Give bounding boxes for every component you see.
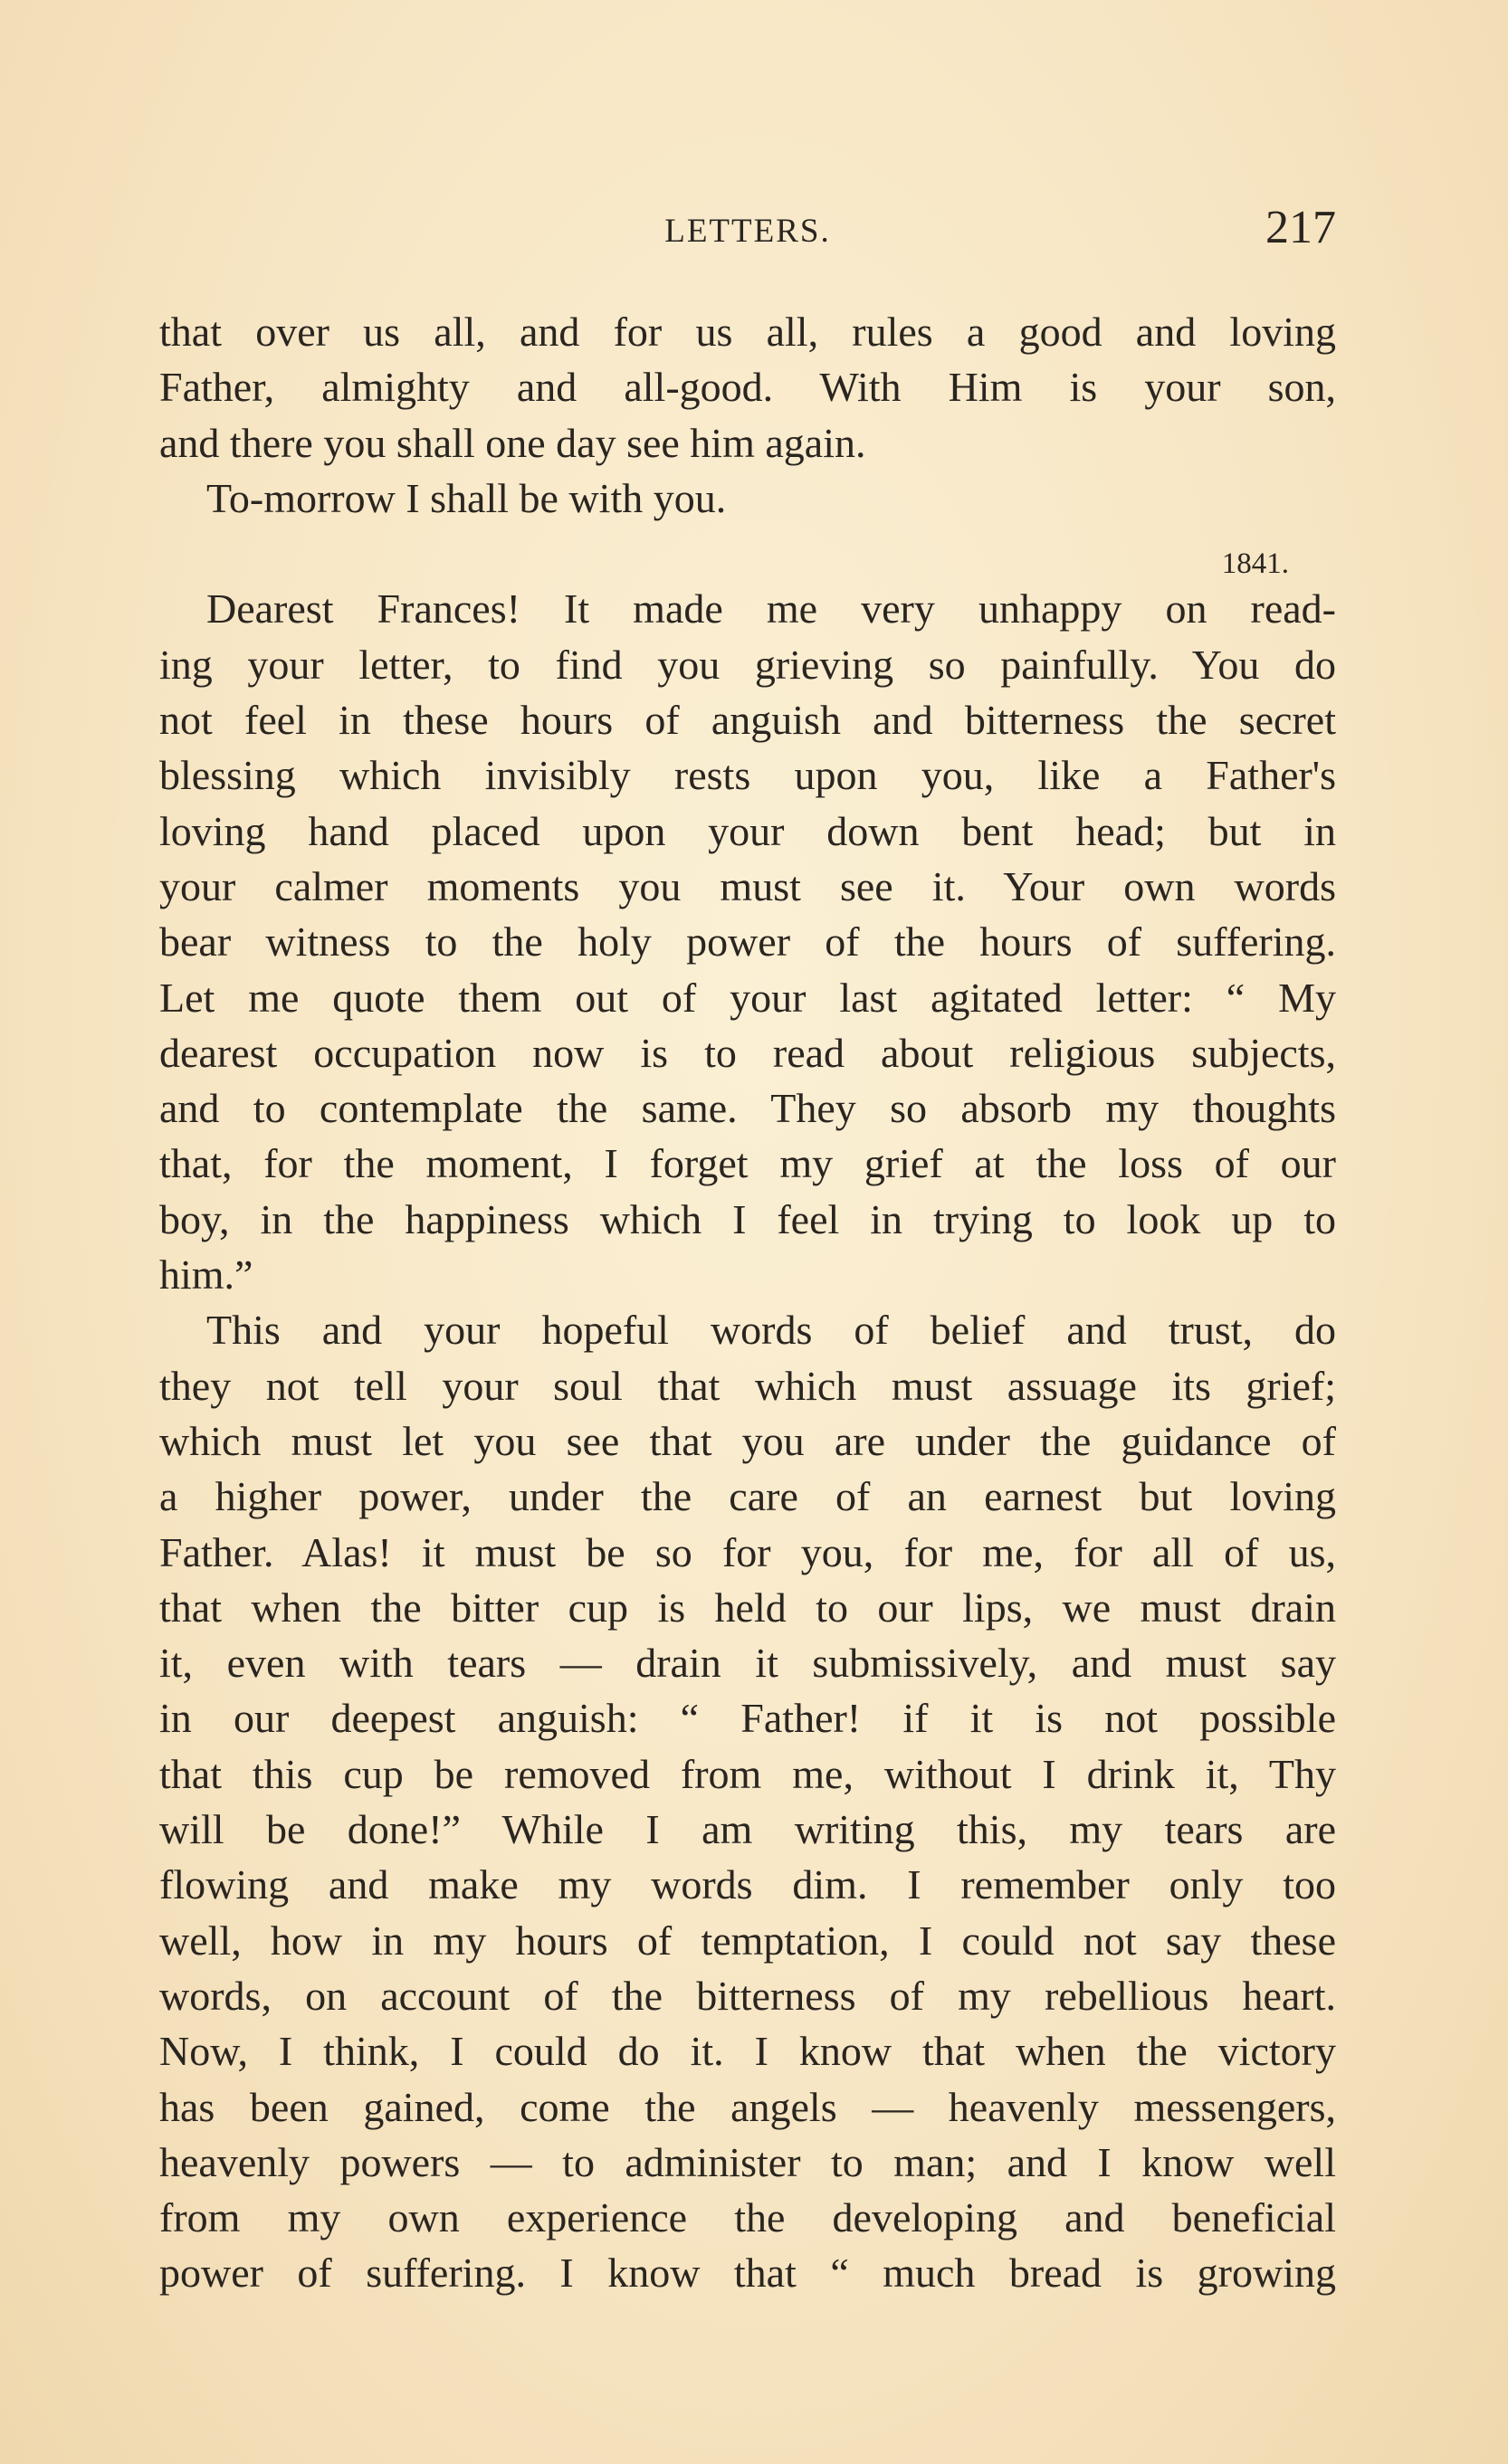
letter-date-text: 1841. (1221, 547, 1289, 581)
text-line: Let me quote them out of your last agitated letter: “ My (159, 974, 1336, 1021)
text-line: To-morrow I shall be with you. (206, 474, 727, 521)
text-line: that this cup be removed from me, without I drink it, Thy (159, 1750, 1336, 1797)
text-line: it, even with tears — drain it submissively, and must say (159, 1640, 1336, 1687)
text-line: they not tell your soul that which must assuage its grief; (159, 1362, 1336, 1409)
text-line: power of suffering. I know that “ much bread is growing (159, 2250, 1336, 2297)
text-line: has been gained, come the angels — heavenly messengers, (159, 2083, 1336, 2130)
text-line: heavenly powers — to administer to man; and I know well (159, 2138, 1336, 2185)
text-line: flowing and make my words dim. I remember only too (159, 1861, 1336, 1908)
text-line: Father, almighty and all-good. With Him is your son, (159, 364, 1336, 411)
text-line: Father. Alas! it must be so for you, for me, for all of us, (159, 1528, 1336, 1575)
text-line: a higher power, under the care of an earnest but loving (159, 1473, 1336, 1520)
text-line: well, how in my hours of temptation, I could not say these (159, 1917, 1336, 1964)
running-title: LETTERS. (664, 213, 831, 250)
text-line: boy, in the happiness which I feel in trying to look up to (159, 1195, 1336, 1242)
page-number: 217 (1265, 202, 1336, 253)
text-line: Dearest Frances! It made me very unhappy on read- (206, 585, 1336, 633)
letter-date (159, 526, 1336, 581)
text-line: in our deepest anguish: “ Father! if it is not possible (159, 1695, 1336, 1742)
text-line: blessing which invisibly rests upon you, like a Father's (159, 752, 1336, 799)
text-line: This and your hopeful words of belief and trust, do (206, 1307, 1336, 1354)
text-line: him.” (159, 1251, 253, 1299)
text-line: that, for the moment, I forget my grief at the loss of our (159, 1140, 1336, 1187)
text-line: ing your letter, to find you grieving so painfully. You do (159, 641, 1336, 688)
text-line: from my own experience the developing and beneficial (159, 2194, 1336, 2241)
text-line: which must let you see that you are under the guidance of (159, 1417, 1336, 1464)
text-line: that over us all, and for us all, rules a good and loving (159, 309, 1336, 355)
text-line: dearest occupation now is to read about religious subjects, (159, 1029, 1336, 1076)
text-line: words, on account of the bitterness of my rebellious heart. (159, 1972, 1336, 2019)
text-line: loving hand placed upon your down bent head; but in (159, 807, 1336, 854)
text-line: and there you shall one day see him again. (159, 419, 866, 466)
page-header (159, 201, 1336, 264)
body-text (159, 304, 1336, 2301)
text-line: that when the bitter cup is held to our lips, we must drain (159, 1584, 1336, 1631)
text-line: bear witness to the holy power of the hours of suffering. (159, 918, 1336, 966)
text-line: your calmer moments you must see it. Your own words (159, 862, 1336, 909)
text-line: not feel in these hours of anguish and bitterness the secret (159, 697, 1336, 744)
text-line: will be done!” While I am writing this, my tears are (159, 1806, 1336, 1853)
text-line: and to contemplate the same. They so absorb my thoughts (159, 1085, 1336, 1132)
text-line: Now, I think, I could do it. I know that when the victory (159, 2028, 1336, 2075)
